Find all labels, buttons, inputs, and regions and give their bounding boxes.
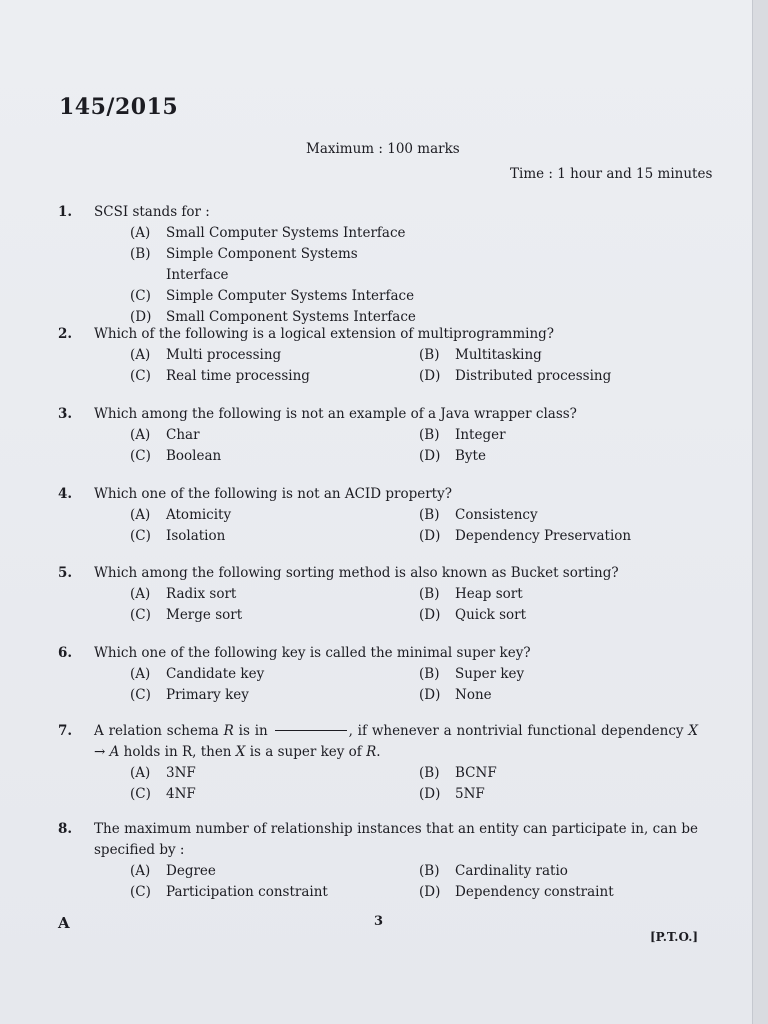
question-4 (58, 484, 708, 547)
time-limit: Time : 1 hour and 15 minutes (510, 166, 713, 182)
option-text: Integer (455, 427, 506, 443)
option-text: Super key (455, 666, 525, 682)
question-number: 2. (58, 326, 73, 342)
question-text: SCSI stands for : (94, 204, 210, 220)
question-1 (58, 202, 708, 328)
options-list (130, 223, 708, 328)
question-number: 7. (58, 723, 73, 739)
option-label: (B) (419, 666, 440, 682)
option-label: (B) (419, 507, 440, 523)
options-grid (130, 425, 708, 467)
question-text: A relation schema R is in , if whenever a nontrivial functional dependency X → A holds in R, then X is a super key of R. (94, 723, 698, 760)
option-label: (B) (130, 246, 151, 262)
option-label: (C) (130, 288, 151, 304)
options-grid (130, 664, 708, 706)
option-label: (C) (130, 607, 151, 623)
options-grid (130, 763, 708, 805)
option-label: (C) (130, 687, 151, 703)
option-text: Atomicity (166, 507, 232, 523)
option-label: (D) (419, 607, 441, 623)
option-text: Dependency Preservation (455, 528, 632, 544)
option-text: Simple Component Systems Interface (166, 246, 358, 283)
option-label: (B) (419, 765, 440, 781)
option-text: Small Component Systems Interface (166, 309, 416, 325)
option-text: None (455, 687, 492, 703)
question-text: Which one of the following is not an ACID property? (94, 486, 452, 502)
option-text: Multi processing (166, 347, 282, 363)
question-number: 6. (58, 645, 73, 661)
option-label: (B) (419, 427, 440, 443)
options-grid (130, 584, 708, 626)
option-text: Simple Computer Systems Interface (166, 288, 415, 304)
question-number: 5. (58, 565, 73, 581)
option-text: Candidate key (166, 666, 265, 682)
option-label: (D) (419, 687, 441, 703)
option-text: Isolation (166, 528, 226, 544)
option-text: Boolean (166, 448, 222, 464)
question-text: Which one of the following key is called the minimal super key? (94, 645, 531, 661)
option-text: Degree (166, 863, 216, 879)
option-label: (C) (130, 786, 151, 802)
options-grid (130, 505, 708, 547)
question-number: 1. (58, 204, 73, 220)
option-text: Primary key (166, 687, 249, 703)
option-label: (A) (130, 586, 151, 602)
option-label: (C) (130, 884, 151, 900)
option-label: (D) (419, 528, 441, 544)
option-label: (C) (130, 528, 151, 544)
question-text: Which of the following is a logical extension of multiprogramming? (94, 326, 555, 342)
option-text: Heap sort (455, 586, 523, 602)
option-text: Small Computer Systems Interface (166, 225, 406, 241)
option-text: 4NF (166, 786, 196, 802)
option-label: (D) (130, 309, 152, 325)
option-label: (B) (419, 586, 440, 602)
option-label: (C) (130, 448, 151, 464)
option-label: (A) (130, 347, 151, 363)
options-grid (130, 345, 708, 387)
option-label: (C) (130, 368, 151, 384)
question-3 (58, 404, 708, 467)
option-text: Merge sort (166, 607, 243, 623)
option-text: Consistency (455, 507, 538, 523)
question-8 (58, 819, 708, 903)
option-label: (A) (130, 427, 151, 443)
option-label: (B) (419, 863, 440, 879)
series-letter: A (58, 914, 70, 932)
option-label: (B) (419, 347, 440, 363)
question-6 (58, 643, 708, 706)
option-label: (D) (419, 448, 441, 464)
option-text: Quick sort (455, 607, 527, 623)
option-label: (A) (130, 666, 151, 682)
question-text: Which among the following is not an example of a Java wrapper class? (94, 406, 577, 422)
question-number: 8. (58, 821, 73, 837)
option-label: (D) (419, 786, 441, 802)
question-text: Which among the following sorting method is also known as Bucket sorting? (94, 565, 619, 581)
option-text: 3NF (166, 765, 196, 781)
option-label: (D) (419, 884, 441, 900)
option-label: (A) (130, 507, 151, 523)
option-label: (A) (130, 765, 151, 781)
option-text: Dependency constraint (455, 884, 614, 900)
option-label: (A) (130, 225, 151, 241)
option-text: 5NF (455, 786, 485, 802)
option-text: Char (166, 427, 200, 443)
page-number: 3 (374, 914, 384, 929)
maximum-marks: Maximum : 100 marks (306, 141, 460, 157)
option-text: Cardinality ratio (455, 863, 568, 879)
question-number: 3. (58, 406, 73, 422)
options-grid (130, 861, 708, 903)
option-label: (D) (419, 368, 441, 384)
question-text: The maximum number of relationship instances that an entity can participate in, can be specified by : (94, 821, 698, 858)
question-7 (58, 721, 708, 805)
option-text: Radix sort (166, 586, 237, 602)
option-text: Participation constraint (166, 884, 328, 900)
paper-code: 145/2015 (59, 94, 179, 120)
option-text: Byte (455, 448, 486, 464)
question-number: 4. (58, 486, 73, 502)
question-2 (58, 324, 708, 387)
option-text: Multitasking (455, 347, 542, 363)
option-text: Distributed processing (455, 368, 612, 384)
option-text: BCNF (455, 765, 497, 781)
option-label: (A) (130, 863, 151, 879)
please-turn-over: [P.T.O.] (650, 930, 699, 944)
question-5 (58, 563, 708, 626)
answer-blank (275, 730, 347, 731)
option-text: Real time processing (166, 368, 310, 384)
